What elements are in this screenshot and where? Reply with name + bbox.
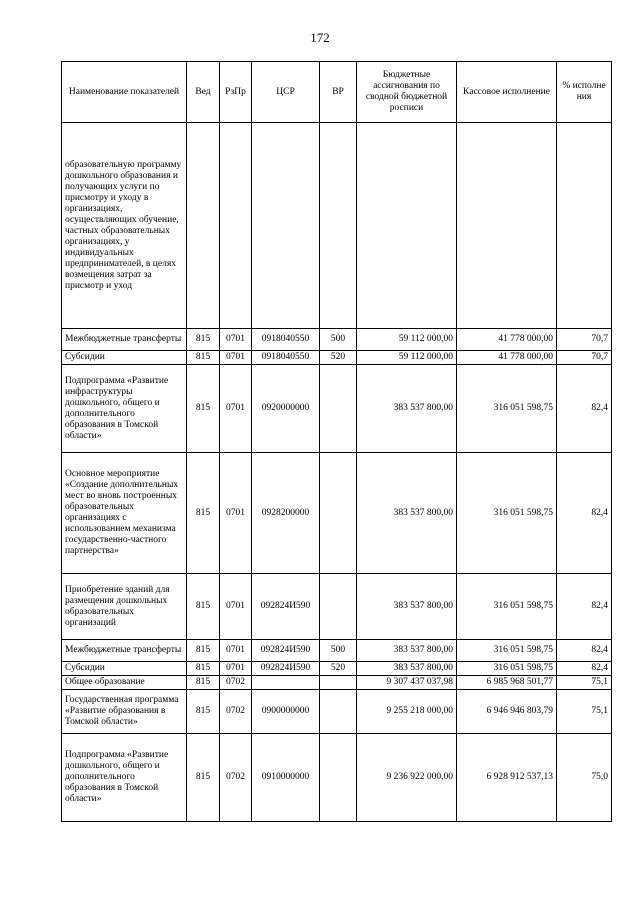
- cell-assign: 383 537 800,00: [357, 574, 457, 640]
- cell-assign: 59 112 000,00: [357, 329, 457, 351]
- table-row: [62, 453, 612, 574]
- cell-csr: 0918040550: [252, 329, 320, 351]
- cell-name: Субсидии: [62, 351, 187, 365]
- cell-csr: 092824И590: [252, 574, 320, 640]
- header-cash: Кассовое исполнение: [457, 62, 557, 123]
- cell-rzpr: 0702: [220, 690, 252, 734]
- cell-ved: [187, 123, 220, 329]
- cell-cash: [457, 123, 557, 329]
- cell-csr: 0928200000: [252, 453, 320, 574]
- cell-pct: 70,7: [557, 351, 612, 365]
- cell-rzpr: [220, 123, 252, 329]
- cell-cash: 316 051 598,75: [457, 453, 557, 574]
- cell-ved: 815: [187, 734, 220, 822]
- cell-name: Государственная программа «Развитие образования в Томской области»: [62, 690, 187, 734]
- cell-rzpr: 0701: [220, 351, 252, 365]
- cell-ved: 815: [187, 453, 220, 574]
- page-number: 172: [310, 30, 330, 45]
- cell-csr: 0910000000: [252, 734, 320, 822]
- cell-name: Субсидии: [62, 662, 187, 676]
- cell-pct: 70,7: [557, 329, 612, 351]
- cell-name: Основное мероприятие «Создание дополнительных мест во вновь построенных образовательных организациях с использованием механизма государственно-частного партнерства»: [62, 453, 187, 574]
- cell-vr: 520: [320, 662, 357, 676]
- cell-assign: [357, 123, 457, 329]
- cell-name: Межбюджетные трансферты: [62, 329, 187, 351]
- cell-csr: 092824И590: [252, 640, 320, 662]
- cell-rzpr: 0702: [220, 676, 252, 690]
- cell-rzpr: 0702: [220, 734, 252, 822]
- cell-name: Межбюджетные трансферты: [62, 640, 187, 662]
- cell-vr: [320, 690, 357, 734]
- cell-assign: 383 537 800,00: [357, 662, 457, 676]
- table-row: [62, 574, 612, 640]
- cell-rzpr: 0701: [220, 640, 252, 662]
- header-assign: Бюджетные ассигнования по сводной бюджетной росписи: [357, 62, 457, 123]
- cell-name: Общее образование: [62, 676, 187, 690]
- cell-rzpr: 0701: [220, 574, 252, 640]
- table-row: [62, 123, 612, 329]
- cell-assign: 59 112 000,00: [357, 351, 457, 365]
- cell-vr: [320, 734, 357, 822]
- cell-cash: 41 778 000,00: [457, 351, 557, 365]
- cell-ved: 815: [187, 329, 220, 351]
- cell-cash: 6 928 912 537,13: [457, 734, 557, 822]
- cell-pct: 75,0: [557, 734, 612, 822]
- cell-vr: [320, 676, 357, 690]
- cell-cash: 316 051 598,75: [457, 365, 557, 453]
- cell-assign: 383 537 800,00: [357, 453, 457, 574]
- cell-pct: 82,4: [557, 662, 612, 676]
- cell-ved: 815: [187, 351, 220, 365]
- header-pct: % исполне ния: [557, 62, 612, 123]
- cell-ved: 815: [187, 690, 220, 734]
- cell-cash: 316 051 598,75: [457, 574, 557, 640]
- cell-csr: 0920000000: [252, 365, 320, 453]
- cell-name: Приобретение зданий для размещения дошкольных образовательных организаций: [62, 574, 187, 640]
- cell-cash: 6 985 968 501,77: [457, 676, 557, 690]
- header-row: [62, 62, 612, 123]
- cell-ved: 815: [187, 574, 220, 640]
- cell-cash: 316 051 598,75: [457, 640, 557, 662]
- budget-table: [61, 61, 612, 822]
- cell-csr: [252, 676, 320, 690]
- cell-assign: 9 255 218 000,00: [357, 690, 457, 734]
- cell-ved: 815: [187, 662, 220, 676]
- cell-ved: 815: [187, 676, 220, 690]
- header-csr: ЦСР: [252, 62, 320, 123]
- table-row: [62, 690, 612, 734]
- cell-name: Подпрограмма «Развитие дошкольного, общего и дополнительного образования в Томской области»: [62, 734, 187, 822]
- cell-csr: 0918040550: [252, 351, 320, 365]
- cell-pct: [557, 123, 612, 329]
- cell-assign: 9 307 437 037,98: [357, 676, 457, 690]
- cell-vr: [320, 574, 357, 640]
- cell-pct: 75,1: [557, 676, 612, 690]
- cell-pct: 82,4: [557, 453, 612, 574]
- table-row: [62, 676, 612, 690]
- table-row: [62, 662, 612, 676]
- table-row: [62, 351, 612, 365]
- cell-vr: [320, 123, 357, 329]
- table-row: [62, 329, 612, 351]
- cell-csr: 0900000000: [252, 690, 320, 734]
- cell-vr: [320, 453, 357, 574]
- cell-rzpr: 0701: [220, 662, 252, 676]
- cell-assign: 383 537 800,00: [357, 640, 457, 662]
- cell-cash: 6 946 946 803,79: [457, 690, 557, 734]
- cell-cash: 316 051 598,75: [457, 662, 557, 676]
- cell-pct: 75,1: [557, 690, 612, 734]
- header-name: Наименование показателей: [62, 62, 187, 123]
- table-row: [62, 365, 612, 453]
- cell-vr: 500: [320, 640, 357, 662]
- cell-rzpr: 0701: [220, 365, 252, 453]
- header-vr: ВР: [320, 62, 357, 123]
- cell-pct: 82,4: [557, 640, 612, 662]
- cell-vr: 500: [320, 329, 357, 351]
- cell-assign: 9 236 922 000,00: [357, 734, 457, 822]
- header-rzpr: РзПр: [220, 62, 252, 123]
- cell-pct: 82,4: [557, 365, 612, 453]
- cell-csr: 092824И590: [252, 662, 320, 676]
- cell-vr: 520: [320, 351, 357, 365]
- cell-pct: 82,4: [557, 574, 612, 640]
- table-row: [62, 734, 612, 822]
- cell-csr: [252, 123, 320, 329]
- cell-vr: [320, 365, 357, 453]
- cell-rzpr: 0701: [220, 329, 252, 351]
- cell-assign: 383 537 800,00: [357, 365, 457, 453]
- header-ved: Вед: [187, 62, 220, 123]
- cell-rzpr: 0701: [220, 453, 252, 574]
- cell-ved: 815: [187, 365, 220, 453]
- table-row: [62, 640, 612, 662]
- cell-cash: 41 778 000,00: [457, 329, 557, 351]
- cell-name: Подпрограмма «Развитие инфраструктуры дошкольного, общего и дополнительного образования в Томской области»: [62, 365, 187, 453]
- cell-ved: 815: [187, 640, 220, 662]
- cell-name: образовательную программу дошкольного образования и получающих услуги по присмотру и уходу в организациях, осуществляющих обучение, частных образовательных организациях, у индивидуальных предпринимателей, в целях возмещения затрат за присмотр и уход: [62, 123, 187, 329]
